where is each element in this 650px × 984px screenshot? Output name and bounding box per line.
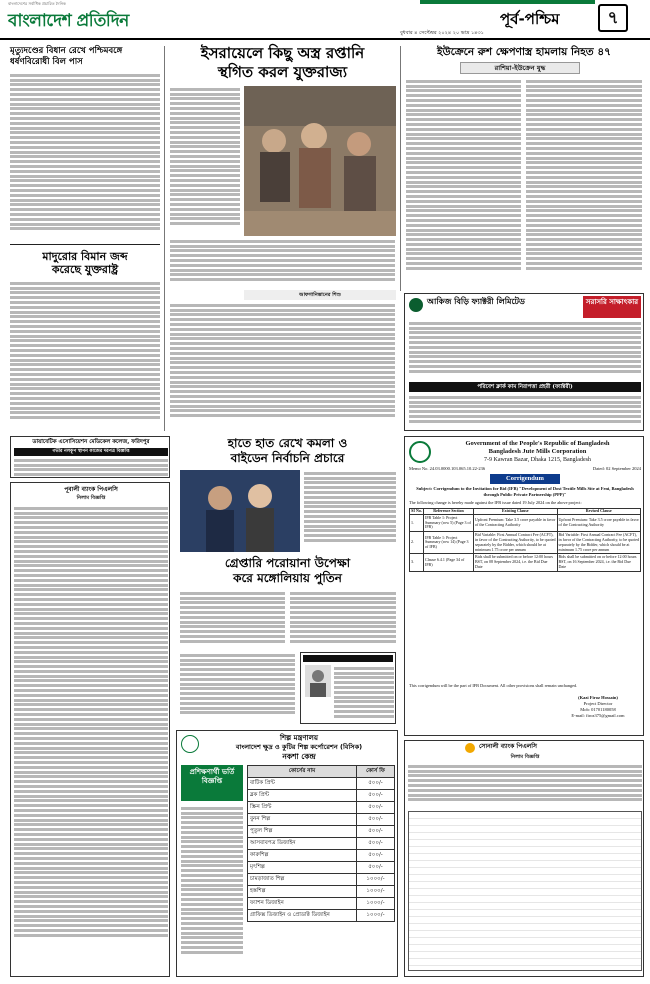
bjmc-signer-title: Project Director	[583, 701, 613, 706]
course-name: আসবাবপত্র ডিজাইন	[248, 838, 357, 850]
bjmc-col-header: SI No.	[411, 508, 422, 513]
ukraine-headline: ইউক্রেনে রুশ ক্ষেপণাস্ত্র হামলায় নিহত ৪৭	[437, 46, 611, 58]
diabetic-body	[14, 457, 168, 477]
table-row	[248, 850, 395, 862]
bscic-org: বাংলাদেশ ক্ষুদ্র ও কুটির শিল্প কর্পোরেশন (বিসিক)	[235, 743, 363, 751]
course-name: বাটিক প্রিন্ট	[248, 778, 357, 790]
bjmc-col-header: Existing Clause	[474, 509, 558, 515]
maduro-headline-line1: মাদুরোর বিমান জব্দ	[42, 250, 128, 263]
bjmc-cell: IFB Table 1: Project Summary (row 14) (Page 3 of IFB)	[424, 532, 474, 554]
column-rule	[164, 46, 165, 431]
diabetic-ad	[10, 436, 170, 478]
course-fee: ৫০০/-	[357, 778, 395, 790]
putin-headline	[180, 556, 395, 586]
bjmc-cell: Bids shall be submitted on or before 12:00 hours BST, on 08 September 2024, i.e. the Bid Due Date	[474, 554, 558, 571]
masthead	[0, 0, 650, 40]
bjmc-memo: Memo No. 24.03.0000.103.065.10.22-236	[409, 466, 486, 471]
course-fee: ১০০০/-	[357, 874, 395, 886]
akij-badge: সরাসরি সাক্ষাৎকার	[583, 296, 641, 318]
bjmc-cell: Upfront Premium: Take 3.5 crore payable in favor of the Contracting Authority	[557, 514, 641, 531]
course-name: ব্লক প্রিন্ট	[248, 790, 357, 802]
bscic-center: নকশা কেন্দ্র	[282, 752, 316, 761]
course-fee: ৫০০/-	[357, 790, 395, 802]
course-name: স্ক্রিন প্রিন্ট	[248, 802, 357, 814]
course-fee: ৫০০/-	[357, 850, 395, 862]
akij-body	[409, 320, 641, 380]
table-row	[248, 802, 395, 814]
dateline: বুধবার ৪ সেপ্টেম্বর ২০২৪ ২০ ভাদ্র ১৪৩১	[400, 30, 484, 36]
course-name: বুনন শিল্প	[248, 814, 357, 826]
sonali-bank-auction	[404, 740, 644, 977]
putin-body-col1	[180, 590, 285, 650]
table-row	[248, 886, 395, 898]
bjmc-footer-note: This corrigendum will be the part of IFB Document. All other provisions shall remain unchanged.	[409, 683, 578, 688]
putin-headline-line2: করে মঙ্গোলিয়ায় পুতিন	[233, 571, 342, 585]
missing-notice	[300, 652, 396, 724]
bscic-info-body	[181, 805, 243, 973]
bjmc-subject: Subject: Corrigendum to the Invitation for Bid (IFB) "Development of Dost Textile Mills Site at Feni, Bangladesh through Public Private Partnership (PPP)"	[416, 486, 634, 497]
course-name: চামড়াজাত শিল্প	[248, 874, 357, 886]
bscic-course-table	[247, 765, 395, 922]
harris-biden-photo	[180, 470, 300, 552]
bjmc-cell: Upfront Premium: Take 3.5 crore payable in favor of the Contracting Authority	[474, 514, 558, 531]
akij-body-lower	[409, 394, 641, 428]
ukraine-body-col1	[406, 78, 521, 288]
bjmc-mobile: Mob: 01701180058	[580, 707, 616, 712]
table-row	[248, 898, 395, 910]
course-fee: ১০০০/-	[357, 886, 395, 898]
course-fee: ৫০০/-	[357, 862, 395, 874]
table-row	[248, 910, 395, 922]
harris-biden-body	[304, 470, 396, 552]
sonali-logo-icon	[465, 743, 475, 753]
uk-arms-headline-line1: ইসরায়েলে কিছু অস্ত্র রপ্তানি	[200, 44, 365, 62]
bjmc-cell: Clause 6.4.1 (Page 34 of IFB)	[424, 554, 474, 571]
akij-company-name: আকিজ বিড়ি ফ্যাক্টরী লিমিটেড	[427, 297, 525, 306]
bjmc-corrigendum	[404, 436, 644, 736]
course-fee: ৫০০/-	[357, 802, 395, 814]
sonali-auction-table	[408, 811, 642, 971]
bscic-ministry: শিল্প মন্ত্রণালয়	[280, 734, 318, 742]
afghan-children-photo	[244, 86, 396, 236]
uk-arms-body-lower	[170, 238, 395, 288]
bscic-logo-icon	[181, 735, 199, 753]
bjmc-cell: 2.	[410, 532, 424, 554]
government-seal-icon	[409, 441, 431, 463]
uk-arms-body-col1	[170, 86, 240, 236]
bjmc-signer: (Kazi Firoz Hossain)	[578, 695, 618, 700]
table-row	[248, 778, 395, 790]
bjmc-cell: Bid Variable: First Annual Contract Fee (ACFT), in favor of the Contracting Authority, to be quoted separately by the Bidder, which should be at minimum 1.75 crore per annum	[474, 532, 558, 554]
maduro-body	[10, 280, 160, 430]
bscic-training-ad	[176, 730, 398, 977]
uk-arms-body-bottom	[170, 302, 395, 427]
missing-notice-body	[334, 665, 394, 723]
maduro-headline	[10, 250, 160, 276]
bjmc-table	[409, 508, 641, 572]
wb-bill-body	[10, 72, 160, 240]
table-row	[248, 838, 395, 850]
sonali-subtitle: নিলাম বিজ্ঞপ্তি	[510, 754, 540, 760]
logo-tagline: বাংলাদেশের সর্বাধিক প্রচারিত দৈনিক	[8, 1, 66, 6]
putin-body-col2	[290, 590, 396, 650]
course-fee: ১০০০/-	[357, 898, 395, 910]
sonali-title: সোনালী ব্যাংক পিএলসি	[479, 743, 537, 750]
harris-biden-headline	[180, 436, 395, 466]
bjmc-govt-line: Government of the People's Republic of Bangladesh	[465, 440, 610, 447]
course-name: পুতুল শিল্প	[248, 826, 357, 838]
bjmc-col-header: Revised Clause	[557, 509, 641, 515]
course-fee: ৫০০/-	[357, 838, 395, 850]
bjmc-date: Dated: 02 September 2024	[592, 466, 641, 471]
course-name: মৃৎশিল্প	[248, 862, 357, 874]
bjmc-cell: 3.	[410, 554, 424, 571]
pubali-title: পূবালী ব্যাংক পিএলসি	[64, 486, 118, 493]
bjmc-cell: 1.	[410, 514, 424, 531]
harris-biden-headline-line2: বাইডেন নির্বাচনি প্রচারে	[230, 451, 345, 465]
table-row	[248, 814, 395, 826]
ukraine-subhead: রাশিয়া-ইউক্রেন যুদ্ধ	[460, 62, 580, 74]
missing-notice-title-bar	[303, 655, 393, 662]
bjmc-email: E-mail: firoz375@gmail.com	[571, 713, 625, 718]
sonali-body-intro	[408, 763, 642, 809]
bjmc-corp-name: Bangladesh Jute Mills Corporation	[488, 448, 587, 455]
page-number: ৭	[598, 4, 628, 32]
diabetic-subtitle: গভীর নলকূপ স্থাপন কাজের দরপত্র বিজ্ঞপ্তি	[14, 448, 168, 456]
bjmc-title: Corrigendum	[490, 474, 560, 484]
table-row	[410, 532, 641, 554]
putin-headline-line1: গ্রেপ্তারি পরোয়ানা উপেক্ষা	[224, 556, 351, 570]
course-name: হস্তশিল্প	[248, 886, 357, 898]
table-row	[248, 874, 395, 886]
bjmc-cell: IFB Table 1: Project Summary (row 5) (Page 3 of IFB)	[424, 514, 474, 531]
newspaper-logo: বাংলাদেশ প্রতিদিন	[8, 11, 129, 31]
bjmc-intro: The following change is hereby made against the IFB issue dated 19 July 2024 on the above project:	[409, 500, 582, 505]
table-row	[248, 790, 395, 802]
akij-logo-icon	[409, 298, 423, 312]
bjmc-signature-block	[555, 695, 641, 719]
course-name: কারুশিল্প	[248, 850, 357, 862]
akij-position-title: পরিবেশ ক্লার্ক কাম নিরাপত্তা প্রহরী (ফ্যাক্টরী)	[409, 382, 641, 392]
bscic-col-header: কোর্সের নাম	[248, 766, 357, 778]
afghan-photo-caption: আফগানিস্তানের শিশু	[244, 290, 396, 300]
wb-bill-headline: মৃত্যুদণ্ডের বিধান রেখে পশ্চিমবঙ্গে ধর্ষণবিরোধী বিল পাস	[10, 46, 123, 67]
column-rule	[400, 46, 401, 291]
course-name: ফ্যাশন ডিজাইন	[248, 898, 357, 910]
course-fee: ৫০০/-	[357, 826, 395, 838]
bjmc-col-header: Reference Section	[424, 509, 474, 515]
pubali-bank-auction	[10, 482, 170, 977]
pubali-subtitle: নিলাম বিজ্ঞপ্তি	[76, 495, 106, 501]
course-fee: ৫০০/-	[357, 814, 395, 826]
diabetic-title: ডায়াবেটিক এসোসিয়েশন মেডিকেল কলেজ, ফরিদপুর	[32, 439, 150, 445]
bscic-table-header-row	[248, 766, 395, 778]
bjmc-cell: Bid Variable: First Annual Contract Fee (ACFT), in favor of the Contracting Authority, to be quoted separately by the Bidder, which should be at minimum 1.75 crore per annum	[557, 532, 641, 554]
table-row	[248, 862, 395, 874]
bjmc-cell: Bids shall be submitted on or before 12:00 hours BST, on 16 September 2024, i.e. the Bid Due Date	[557, 554, 641, 571]
course-name: গ্রাফিক্স ডিজাইন ও প্রোডাক্ট ডিজাইন	[248, 910, 357, 922]
table-row	[248, 826, 395, 838]
maduro-headline-line2: করেছে যুক্তরাষ্ট্র	[51, 263, 119, 276]
akij-ad	[404, 293, 644, 431]
bjmc-address: 7-9 Kawran Bazar, Dhaka 1215, Bangladesh	[484, 457, 591, 463]
portrait-photo	[305, 665, 331, 697]
page-section-title: পূর্ব-পশ্চিম	[500, 10, 560, 28]
table-row	[410, 514, 641, 531]
course-fee: ১০০০/-	[357, 910, 395, 922]
uk-arms-headline-line2: স্থগিত করল যুক্তরাজ্য	[217, 63, 348, 81]
harris-biden-headline-line1: হাতে হাত রেখে কমলা ও	[227, 436, 348, 450]
divider	[10, 244, 160, 245]
bscic-col-header: কোর্স ফি	[357, 766, 395, 778]
ukraine-body-col2	[526, 78, 642, 288]
table-row	[410, 554, 641, 571]
uk-arms-headline	[170, 44, 395, 82]
pubali-body	[14, 505, 168, 975]
putin-body-col3	[180, 652, 295, 724]
bscic-badge: প্রশিক্ষণার্থী ভর্তি বিজ্ঞপ্তি	[181, 765, 243, 801]
masthead-accent-bar	[420, 0, 595, 4]
bjmc-table-header-row	[410, 509, 641, 515]
